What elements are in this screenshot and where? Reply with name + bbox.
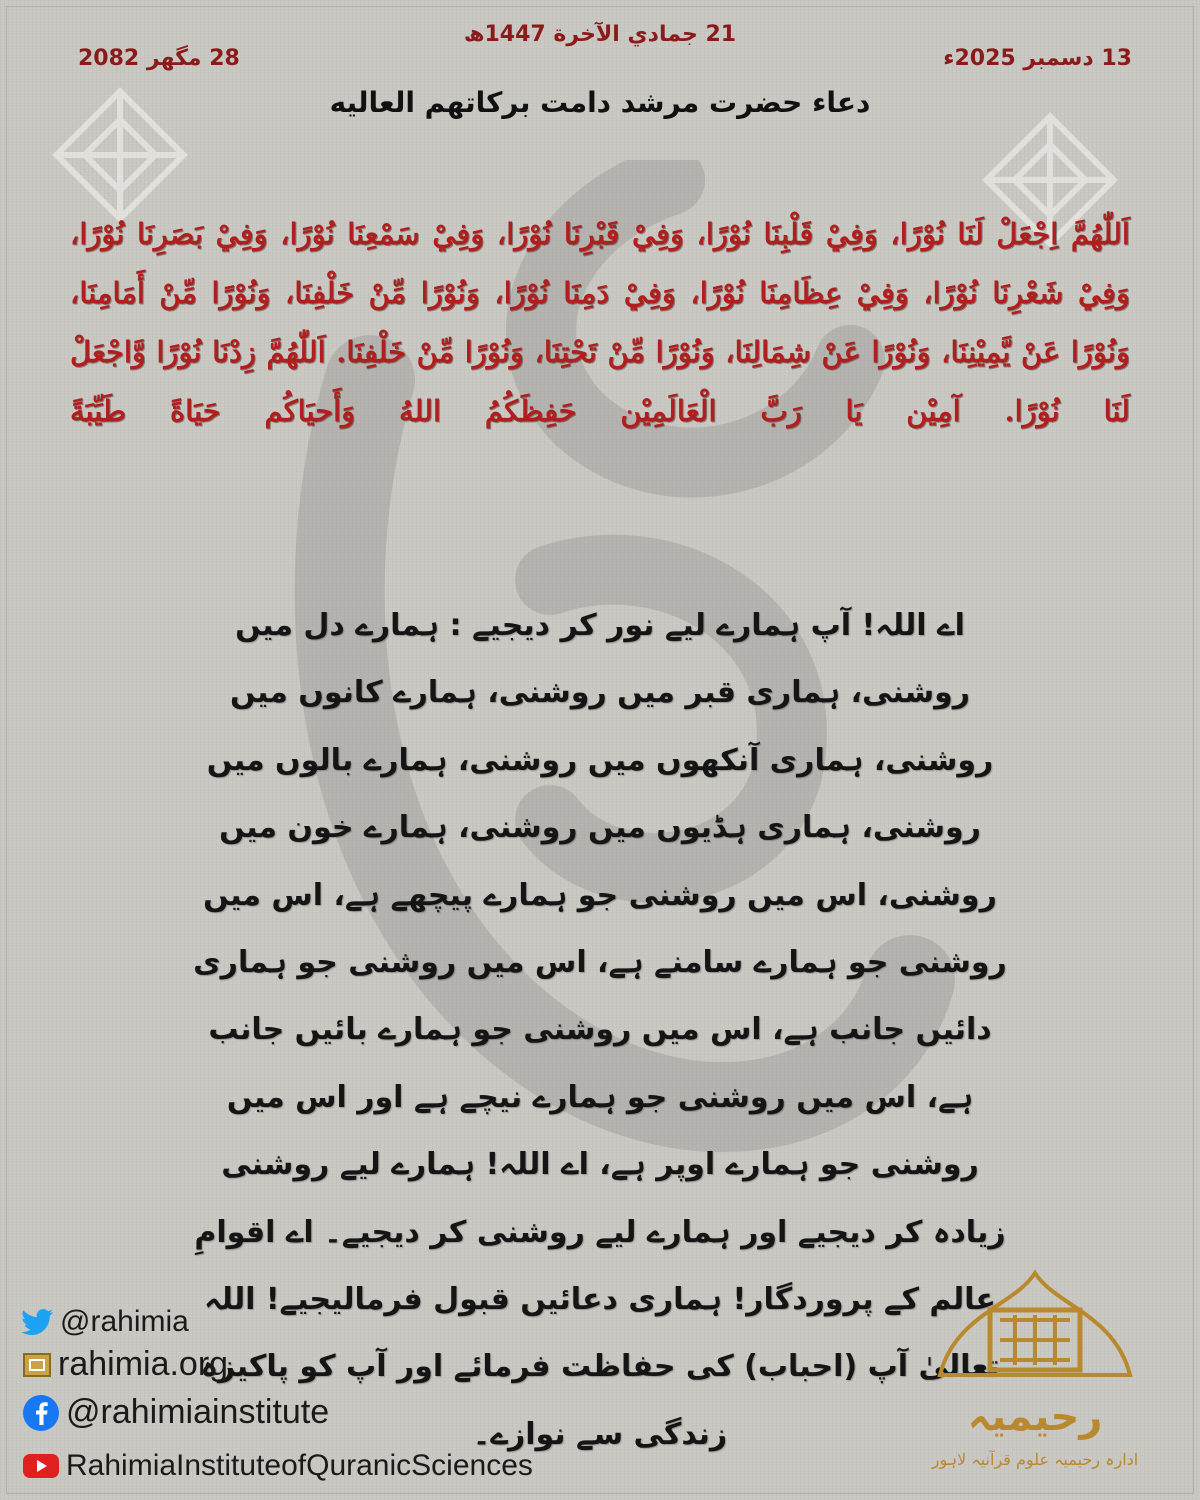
twitter-link[interactable]: [22, 1305, 189, 1339]
hijri-date: 21 جمادي الآخرة 1447ھ: [463, 22, 737, 47]
twitter-bird-icon: [22, 1308, 54, 1336]
rahimia-logo: [895, 1265, 1175, 1485]
facebook-link[interactable]: [22, 1393, 329, 1432]
social-links: [22, 1305, 722, 1485]
logo-subtitle: ادارہ رحیمیہ علوم قرآنیہ لاہور: [931, 1450, 1139, 1469]
website-url: rahimia.org: [58, 1345, 229, 1383]
logo-name: رحیمیہ: [967, 1394, 1103, 1440]
youtube-channel: RahimiaInstituteofQuranicSciences: [66, 1449, 533, 1482]
gregorian-date: 13 دسمبر 2025ء: [943, 46, 1132, 71]
facebook-icon: [22, 1394, 60, 1432]
twitter-handle: @rahimia: [60, 1305, 189, 1338]
arabic-dua-text: اَللّٰهُمَّ اِجْعَلْ لَنَا نُوْرًا، وَفِيْ قَلْبِنَا نُوْرًا، وَفِيْ قَبْرِنَا نُوْرًا، وَفِيْ سَمْعِنَا نُوْرًا، وَفِيْ بَصَرِنَا نُوْرًا، وَفِيْ شَعْرِنَا نُوْرًا، وَفِيْ عِظَامِنَا نُوْرًا، وَفِيْ دَمِنَا نُوْرًا، وَنُوْرًا مِّنْ خَلْفِنَا، وَنُوْرًا مِّنْ أَمَامِنَا، وَنُوْرًا عَنْ يَّمِيْنِنَا، وَنُوْرًا عَنْ شِمَالِنَا، وَنُوْرًا مِّنْ تَحْتِنَا، وَنُوْرًا مِّنْ خَلْفِنَا. اَللّٰهُمَّ زِدْنَا نُوْرًا وَّاجْعَلْ لَنَا نُوْرًا. آمِيْن يَا رَبَّ الْعَالَمِيْن حَفِظَكُمُ اللهُ وَأَحيَاكُم حَيَاةً طَيِّبَةً: [70, 217, 1130, 428]
youtube-link[interactable]: [22, 1449, 533, 1483]
facebook-handle: @rahimiainstitute: [66, 1393, 330, 1431]
website-link[interactable]: [22, 1345, 228, 1384]
web-icon: [22, 1351, 52, 1379]
page-title: دعاء حضرت مرشد دامت برکاتهم العاليه: [329, 86, 871, 119]
bikrami-date: 28 مگھر 2082: [78, 46, 240, 71]
youtube-icon: [22, 1452, 60, 1480]
urdu-translation-text: اے اللہ! آپ ہمارے لیے نور کر دیجیے : ہمارے دل میں روشنی، ہماری قبر میں روشنی، ہمارے کانوں میں روشنی، ہماری آنکھوں میں روشنی، ہمارے بالوں میں روشنی، ہماری ہڈیوں میں روشنی، ہمارے خون میں روشنی، اس میں روشنی جو ہمارے پیچھے ہے، اس میں روشنی جو ہمارے سامنے ہے، اس میں روشنی جو ہماری دائیں جانب ہے، اس میں روشنی جو ہمارے بائیں جانب ہے، اس میں روشنی جو ہمارے نیچے ہے اور اس میں روشنی جو ہمارے اوپر ہے، اے اللہ! ہمارے لیے روشنی زیادہ کر دیجیے اور ہمارے لیے روشنی کر دیجیے۔ اے اقوامِ عالم کے پروردگار! ہماری دعائیں قبول فرمالیجیے! اللہ تعالیٰ آپ (احباب) کی حفاظت فرمائے اور آپ کو پاکیزہ زندگی سے نوازے۔: [193, 608, 1007, 1452]
